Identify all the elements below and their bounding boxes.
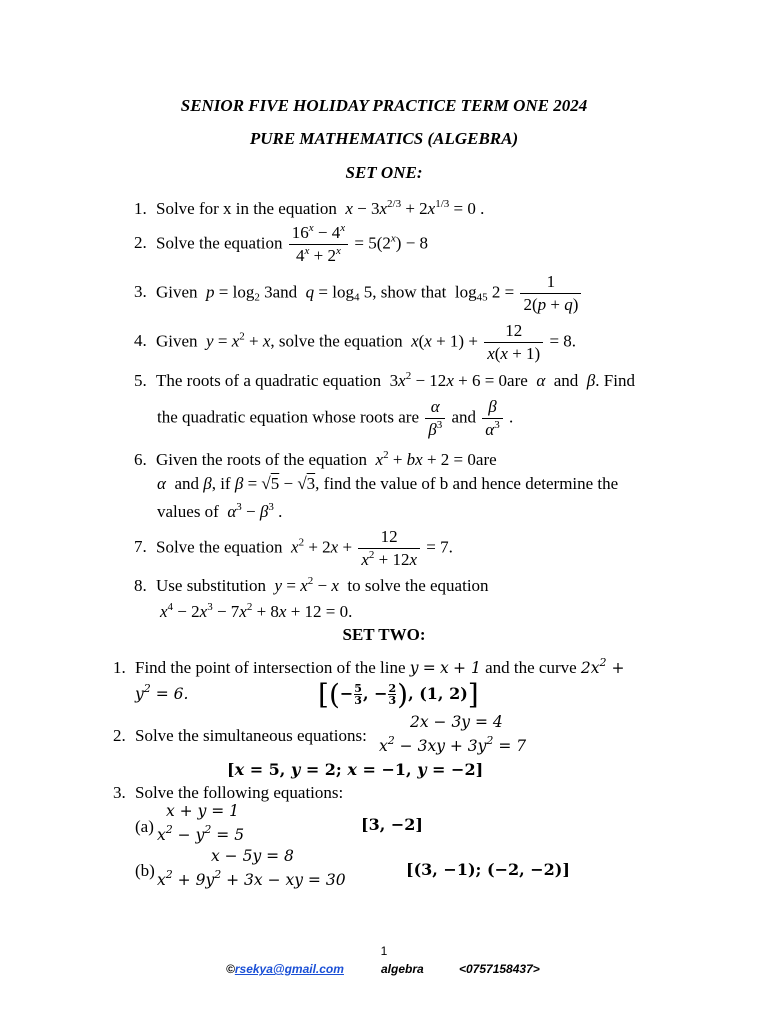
set-one-question-5-line-2: the quadratic equation whose roots are $\frac{\alpha}{\beta^3}$ and $\frac{\beta}{\alpha^3}$ .: [157, 397, 514, 439]
set-one-question-6: 6. Given the roots of the equation $x^2$ + bx + 2 = 0are: [134, 449, 497, 469]
set-one-question-3: 3. Given $p = \log_2 3and$ $q = \log_4 5$, show that $\log_{45} 2$ = $\frac{1}{2(p + q)}$: [134, 271, 583, 316]
document-title: SENIOR FIVE HOLIDAY PRACTICE TERM ONE 2024: [180, 96, 588, 115]
set-one-question-8-equation: $x^4 - 2x^3 - 7x^2 + 8x + 12 = 0$.: [160, 601, 353, 621]
set-two-question-3b-label: (b): [135, 861, 155, 880]
set-two-answer-1: [(− $\frac{5}{3}$ , − $\frac{2}{3}$ ), (1, 2)]: [318, 678, 479, 711]
set-two-question-3a-eq-2: $x^2 - y^2 = 5$: [157, 823, 245, 844]
set-one-question-4: 4. Given $y = x^2 + x$, solve the equation x(x + 1) + $\frac{12}{x(x + 1)}$ = 8.: [134, 321, 577, 363]
set-two-question-3b-eq-2: $x^2 + 9y^2 + 3x$ − xy = 30: [157, 868, 346, 889]
set-two-question-3: 3. Solve the following equations:: [113, 783, 344, 802]
set-two-question-2-eq-2: $x^2 - 3xy + 3y^2 = 7$: [379, 734, 527, 755]
set-two-heading: SET TWO:: [342, 625, 426, 644]
set-two-question-2: 2. Solve the simultaneous equations:: [113, 726, 367, 745]
set-one-question-2: 2. Solve the equation $\frac{16^x - 4^x}{4^x + 2^x}$ = $5(2^x) - 8$: [134, 222, 429, 265]
set-two-question-2-eq-1: 2x − 3y = 4: [410, 713, 503, 731]
set-one-question-1: 1. Solve for x in the equation $x - 3x^{2/3} + 2x^{1/3} = 0$ .: [134, 198, 485, 218]
set-two-question-3a-label: (a): [135, 817, 154, 836]
set-one-question-8: 8. Use substitution $y = x^2 - x$ to solve the equation: [134, 575, 489, 595]
footer-topic: algebra: [381, 962, 424, 976]
set-two-question-1: 1. Find the point of intersection of the line y = x + 1 and the curve $2x^2$ +: [113, 656, 625, 677]
set-two-question-1-line-2: $y^2 = 6$.: [135, 682, 189, 703]
set-two-question-3b-eq-1: x − 5y = 8: [211, 847, 294, 865]
set-one-question-5: 5. The roots of a quadratic equation $3x^2 - 12x + 6 = 0are$ α and β. Find: [134, 370, 635, 390]
page-number: 1: [380, 944, 388, 958]
set-two-question-3a-eq-1: x + y = 1: [166, 802, 240, 820]
set-one-question-6-line-3: values of $\alpha^3 - \beta^3$ .: [157, 501, 283, 521]
set-one-heading: SET ONE:: [345, 163, 423, 182]
footer-phone: <0757158437>: [459, 962, 540, 976]
set-two-answer-3a: [3, −2]: [361, 815, 423, 834]
set-one-question-7: 7. Solve the equation $x^2 + 2x$ + $\frac{12}{x^2 + 12x}$ = 7.: [134, 527, 453, 569]
document-subtitle: PURE MATHEMATICS (ALGEBRA): [249, 129, 519, 148]
set-two-answer-3b: [(3, −1); (−2, −2)]: [406, 860, 570, 879]
footer-email-link[interactable]: rsekya@gmail.com: [234, 962, 344, 976]
footer-email-block: ©rsekya@gmail.com: [226, 962, 344, 976]
set-two-answer-2: [x = 5, y = 2; x = −1, y = −2]: [227, 760, 484, 779]
set-one-question-6-line-2: α and β, if β = √5 − √3, find the value of b and hence determine the: [157, 474, 619, 493]
